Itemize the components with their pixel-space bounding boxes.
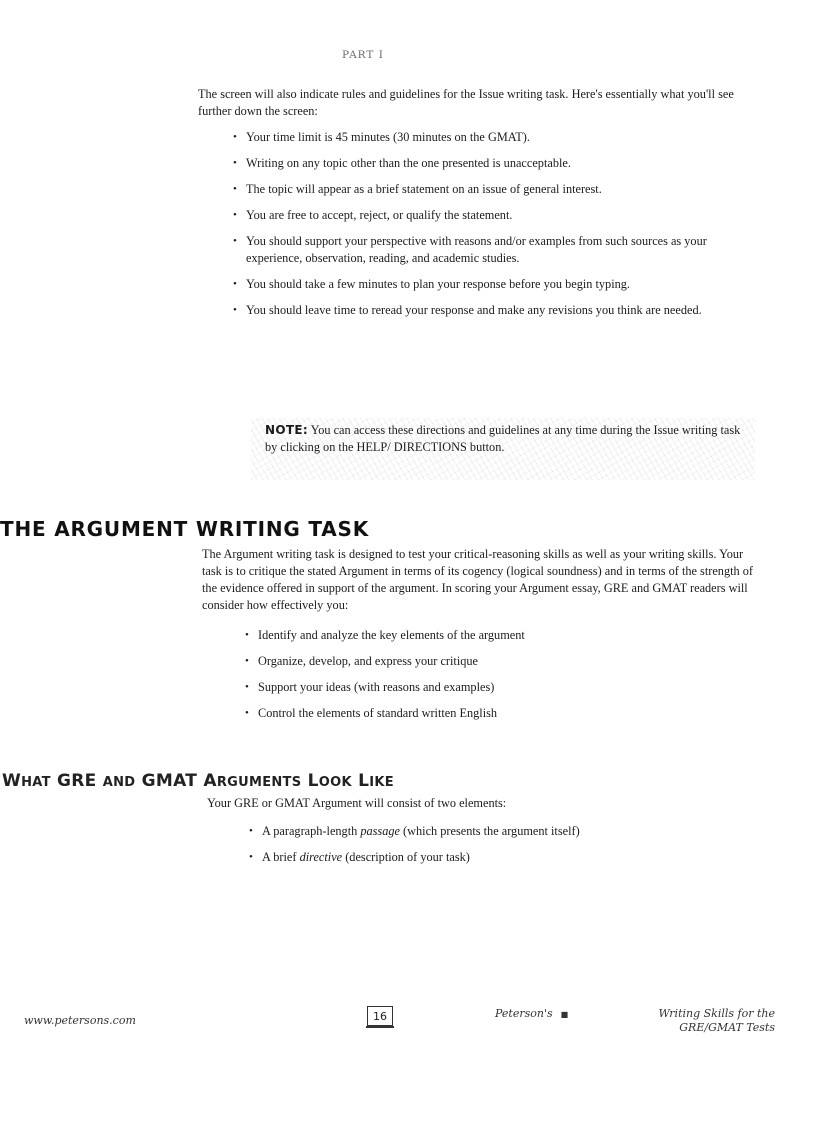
list-item: • Your time limit is 45 minutes (30 minutes on the GMAT). [233,129,753,146]
arguments-look-like-heading: WHAT GRE AND GMAT ARGUMENTS LOOK LIKE [2,771,394,791]
list-item: • Support your ideas (with reasons and examples) [245,679,745,696]
arguments-intro-paragraph: Your GRE or GMAT Argument will consist of two elements: [207,796,507,810]
issue-guidelines-list [233,129,753,328]
square-bullet-icon: ■ [560,1010,569,1019]
list-item: • Writing on any topic other than the one presented is unacceptable. [233,155,753,172]
list-item: • A brief directive (description of your task) [249,849,749,866]
argument-criteria-list [245,627,745,731]
list-item: • Organize, develop, and express your critique [245,653,745,670]
argument-section-heading: THE ARGUMENT WRITING TASK [0,517,370,541]
list-item: • You are free to accept, reject, or qualify the statement. [233,207,753,224]
note-text: You can access these directions and guidelines at any time during the Issue writing task by clicking on the HELP/ DIRECTIONS button. [265,423,741,454]
note-box [251,418,755,480]
list-item: • A paragraph-length passage (which presents the argument itself) [249,823,749,840]
list-item: • You should support your perspective with reasons and/or examples from such sources as your experience, observation, reading, and academic studies. [233,233,753,267]
footer-url: www.petersons.com [24,1014,136,1027]
footer-book-title: Writing Skills for the GRE/GMAT Tests [658,1007,775,1034]
page-number: 16 [367,1006,393,1026]
argument-intro-paragraph: The Argument writing task is designed to test your critical-reasoning skills as well as your writing skills. Your task is to critique the stated Argument in terms of its cogency (logical soundness) and in terms of the strength of the evidence offered in support of the argument. In scoring your Argument essay, GRE and GMAT readers will consider how effectively you: [202,547,753,612]
list-item: • You should take a few minutes to plan your response before you begin typing. [233,276,753,293]
list-item: • Control the elements of standard written English [245,705,745,722]
footer-publisher: Peterson's ■ [495,1007,569,1020]
list-item: • The topic will appear as a brief statement on an issue of general interest. [233,181,753,198]
list-item: • Identify and analyze the key elements of the argument [245,627,745,644]
argument-elements-list [249,823,749,875]
running-header: PART I [342,49,384,61]
list-item: • You should leave time to reread your response and make any revisions you think are needed. [233,302,753,319]
note-label: NOTE: [265,423,308,437]
issue-intro-paragraph: The screen will also indicate rules and guidelines for the Issue writing task. Here's essentially what you'll see further down the screen: [198,87,734,118]
